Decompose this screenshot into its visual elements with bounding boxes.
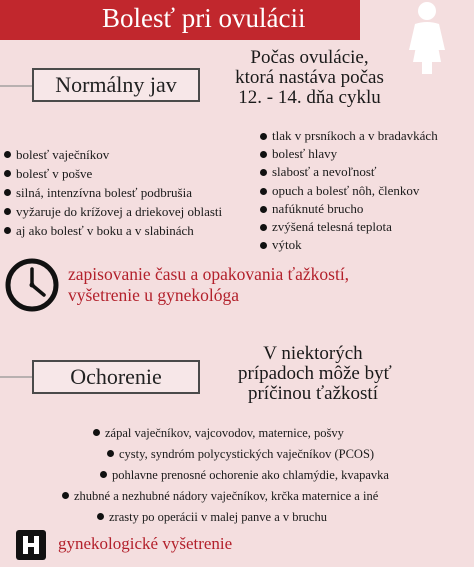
list-item: bolesť hlavy <box>259 145 438 163</box>
advice-line: vyšetrenie u gynekológa <box>68 285 240 305</box>
bullet-icon <box>260 224 267 231</box>
clock-icon <box>5 258 59 312</box>
advice-text <box>68 264 349 306</box>
hospital-h-icon <box>16 530 46 560</box>
section-label-normal: Normálny jav <box>32 68 200 102</box>
note-line: prípadoch môže byť <box>238 363 392 384</box>
list-item: opuch a bolesť nôh, členkov <box>259 182 438 200</box>
bullet-icon <box>260 151 267 158</box>
list-item: nafúknuté brucho <box>259 200 438 218</box>
note-line: ktorá nastáva počas <box>235 67 384 88</box>
symptom-list-pain <box>3 145 222 240</box>
section-divider-normal <box>0 85 32 87</box>
note-line: V niektorých <box>263 343 363 364</box>
list-item: tlak v prsníkoch a v bradavkách <box>259 127 438 145</box>
ovulation-timing-note <box>212 48 407 108</box>
bullet-icon <box>107 450 114 457</box>
bullet-icon <box>260 169 267 176</box>
bullet-icon <box>260 188 267 195</box>
exam-text: gynekologické vyšetrenie <box>58 534 233 553</box>
note-line: Počas ovulácie, <box>250 47 369 68</box>
bullet-icon <box>100 471 107 478</box>
bullet-icon <box>4 151 11 158</box>
list-item: cysty, syndróm polycystických vaječníkov (PCOS) <box>106 444 389 465</box>
section-divider-disease <box>0 376 32 378</box>
list-item: aj ako bolesť v boku a v slabinách <box>3 221 222 240</box>
list-item: zrasty po operácii v malej panve a v bruchu <box>96 507 389 528</box>
bullet-icon <box>260 206 267 213</box>
symptom-list-other <box>259 127 438 254</box>
page-title: Bolesť pri ovulácii <box>102 3 306 33</box>
list-item: výtok <box>259 236 438 254</box>
section-label-disease: Ochorenie <box>32 360 200 394</box>
bullet-icon <box>260 133 267 140</box>
list-item: zápal vaječníkov, vajcovodov, maternice, pošvy <box>92 423 389 444</box>
bullet-icon <box>260 242 267 249</box>
bullet-icon <box>62 492 69 499</box>
list-item: vyžaruje do krížovej a driekovej oblasti <box>3 202 222 221</box>
bullet-icon <box>93 429 100 436</box>
list-item: zhubné a nezhubné nádory vaječníkov, krčka maternice a iné <box>61 486 389 507</box>
list-item: zvýšená telesná teplota <box>259 218 438 236</box>
bullet-icon <box>97 513 104 520</box>
list-item: bolesť v pošve <box>3 164 222 183</box>
list-item: silná, intenzívna bolesť podbrušia <box>3 183 222 202</box>
advice-line: zapisovanie času a opakovania ťažkostí, <box>68 264 350 284</box>
disease-cause-note <box>238 343 392 404</box>
bullet-icon <box>4 227 11 234</box>
bullet-icon <box>4 189 11 196</box>
bullet-icon <box>4 170 11 177</box>
list-item: slabosť a nevoľnosť <box>259 163 438 181</box>
note-line: 12. - 14. dňa cyklu <box>238 87 381 108</box>
list-item: pohlavne prenosné ochorenie ako chlamýdie, kvapavka <box>99 465 389 486</box>
bullet-icon <box>4 208 11 215</box>
note-line: príčinou ťažkostí <box>247 383 378 404</box>
list-item: bolesť vaječníkov <box>3 145 222 164</box>
disease-list <box>74 423 389 528</box>
